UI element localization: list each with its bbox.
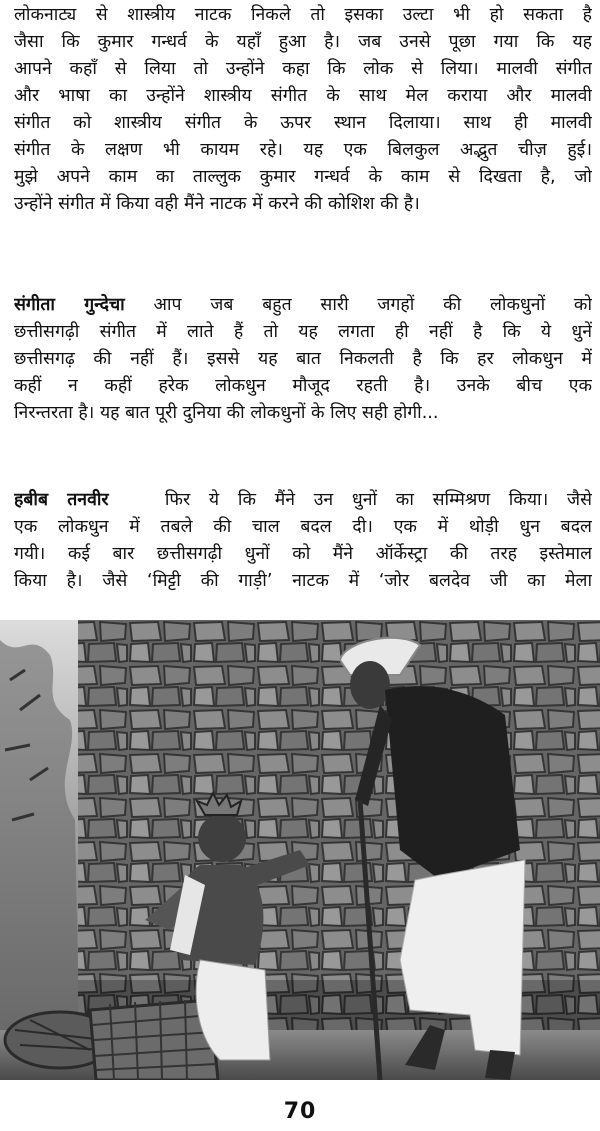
text-line: किया है। जैसे ‘मिट्टी की गाड़ी’ नाटक में ‘जोर बलदेव जी का मेला <box>14 571 592 591</box>
text-line: और भाषा का उन्होंने शास्त्रीय संगीत के साथ मेल कराया और मालवी <box>14 86 592 106</box>
text-line: उन्होंने संगीत में किया वही मैंने नाटक में करने की कोशिश की है। <box>14 194 420 214</box>
text-line: छत्तीसगढ़ी संगीत में लाते हैं तो यह लगता ही नहीं है कि ये धुनें <box>14 322 592 342</box>
theatre-photograph <box>0 620 600 1080</box>
paragraph-3 <box>14 487 592 595</box>
text-line: निरन्तरता है। यह बात पूरी दुनिया की लोकधुनों के लिए सही होगी... <box>14 403 439 423</box>
text-line: जैसा कि कुमार गन्धर्व के यहाँ हुआ है। जब उनसे पूछा गया कि यह <box>14 32 592 52</box>
text-line: कहीं न कहीं हरेक लोकधुन मौजूद रहती है। उनके बीच एक <box>14 376 592 396</box>
photograph-illustration <box>0 620 600 1080</box>
dialogue-text: आप जब बहुत सारी जगहों की लोकधुनों को <box>124 295 592 315</box>
speaker-name: हबीब तनवीर <box>14 490 109 510</box>
speaker-name: संगीता गुन्देचा <box>14 295 125 315</box>
paragraph-2 <box>14 292 592 427</box>
text-line: संगीत को शास्त्रीय संगीत के ऊपर स्थान दिलाया। साथ ही मालवी <box>14 113 592 133</box>
page-number: 70 <box>283 1099 317 1124</box>
text-line: छत्तीसगढ़ की नहीं हैं। इससे यह बात निकलती है कि हर लोकधुन में <box>14 349 592 369</box>
text-line: एक लोकधुन में तबले की चाल बदल दी। एक में थोड़ी धुन बदल <box>14 517 592 537</box>
text-line: आपने कहाँ से लिया तो उन्होंने कहा कि लोक से लिया। मालवी संगीत <box>14 59 592 79</box>
text-line <box>14 487 592 514</box>
text-line <box>14 292 592 319</box>
text-line: लोकनाट्य से शास्त्रीय नाटक निकले तो इसका उल्टा भी हो सकता है <box>14 5 592 25</box>
text-line: मुझे अपने काम का ताल्लुक कुमार गन्धर्व के काम से दिखता है, जो <box>14 167 592 187</box>
paragraph-1 <box>14 2 592 218</box>
dialogue-text: फिर ये कि मैंने उन धुनों का सम्मिश्रण किया। जैसे <box>108 490 592 510</box>
text-line: गयी। कई बार छत्तीसगढ़ी धुनों को मैंने ऑर्केस्ट्रा की तरह इस्तेमाल <box>14 544 592 564</box>
text-line: संगीत के लक्षण भी कायम रहे। यह एक बिलकुल अद्भुत चीज़ हुई। <box>14 140 592 160</box>
